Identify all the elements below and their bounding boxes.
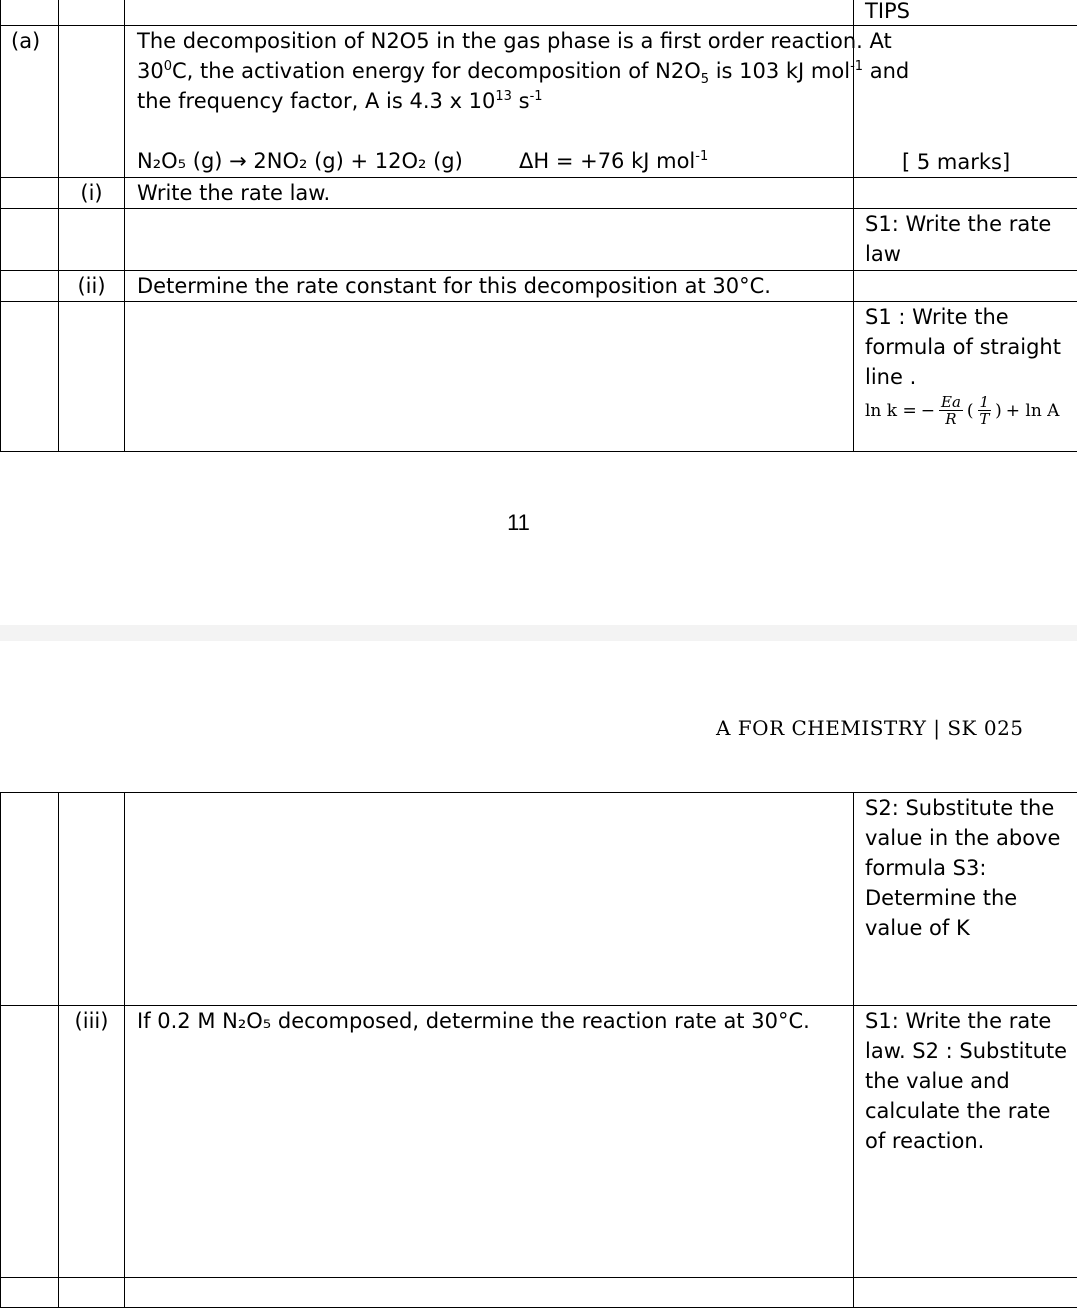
arrhenius-formula: ln k = − $\frac{Ea}{R}$ ( $\frac{1}{T}$ ) + ln A	[865, 394, 1070, 427]
reaction-equation: N₂O₅ (g) → 2NO₂ (g) + 12O₂ (g)	[137, 146, 519, 176]
bottom-table-wrapper	[0, 792, 1077, 1308]
tips-header: TIPS	[854, 0, 1077, 26]
part-iii-question: If 0.2 M N₂O₅ decomposed, determine the reaction rate at 30°C.	[125, 1006, 854, 1278]
part-a-line2: $30^0C$, the activation energy for decomposition of $N2O_5$ is 103 kJ mol$^{-1}$ and	[137, 56, 843, 86]
part-a-label: (a)	[1, 26, 59, 178]
part-iii-label: (iii)	[59, 1006, 125, 1278]
part-ii-tip: S1 : Write the formula of straight line .	[865, 302, 1070, 392]
question-table-bottom	[0, 792, 1077, 1308]
part-ii-tip-continued: S2: Substitute the value in the above formula S3: Determine the value of K	[854, 793, 1077, 1006]
enthalpy-change: ΔH = +76 kJ mol$^{-1}$	[519, 146, 708, 176]
reaction-equation-row	[137, 146, 843, 176]
page-break	[0, 625, 1077, 641]
part-ii-label: (ii)	[59, 271, 125, 302]
page-number: 11	[0, 510, 1037, 536]
part-i-label: (i)	[59, 178, 125, 209]
part-iii-tip: S1: Write the rate law. S2 : Substitute the value and calculate the rate of reaction.	[854, 1006, 1077, 1278]
question-table-top	[0, 0, 1077, 452]
top-table-wrapper	[0, 0, 1077, 452]
marks-label: [ 5 marks]	[854, 26, 1077, 178]
part-a-line3: the frequency factor, A is 4.3 x $10^{13}$ $s^{-1}$	[137, 86, 843, 116]
part-a-line1: The decomposition of N2O5 in the gas phase is a first order reaction. At	[137, 26, 843, 56]
running-header: A FOR CHEMISTRY | SK 025	[716, 716, 1024, 740]
part-i-question: Write the rate law.	[125, 178, 854, 209]
part-a-question	[125, 26, 854, 178]
part-ii-tip-cell	[854, 302, 1077, 452]
part-i-tip: S1: Write the rate law	[854, 209, 1077, 271]
part-ii-question: Determine the rate constant for this decomposition at 30°C.	[125, 271, 854, 302]
